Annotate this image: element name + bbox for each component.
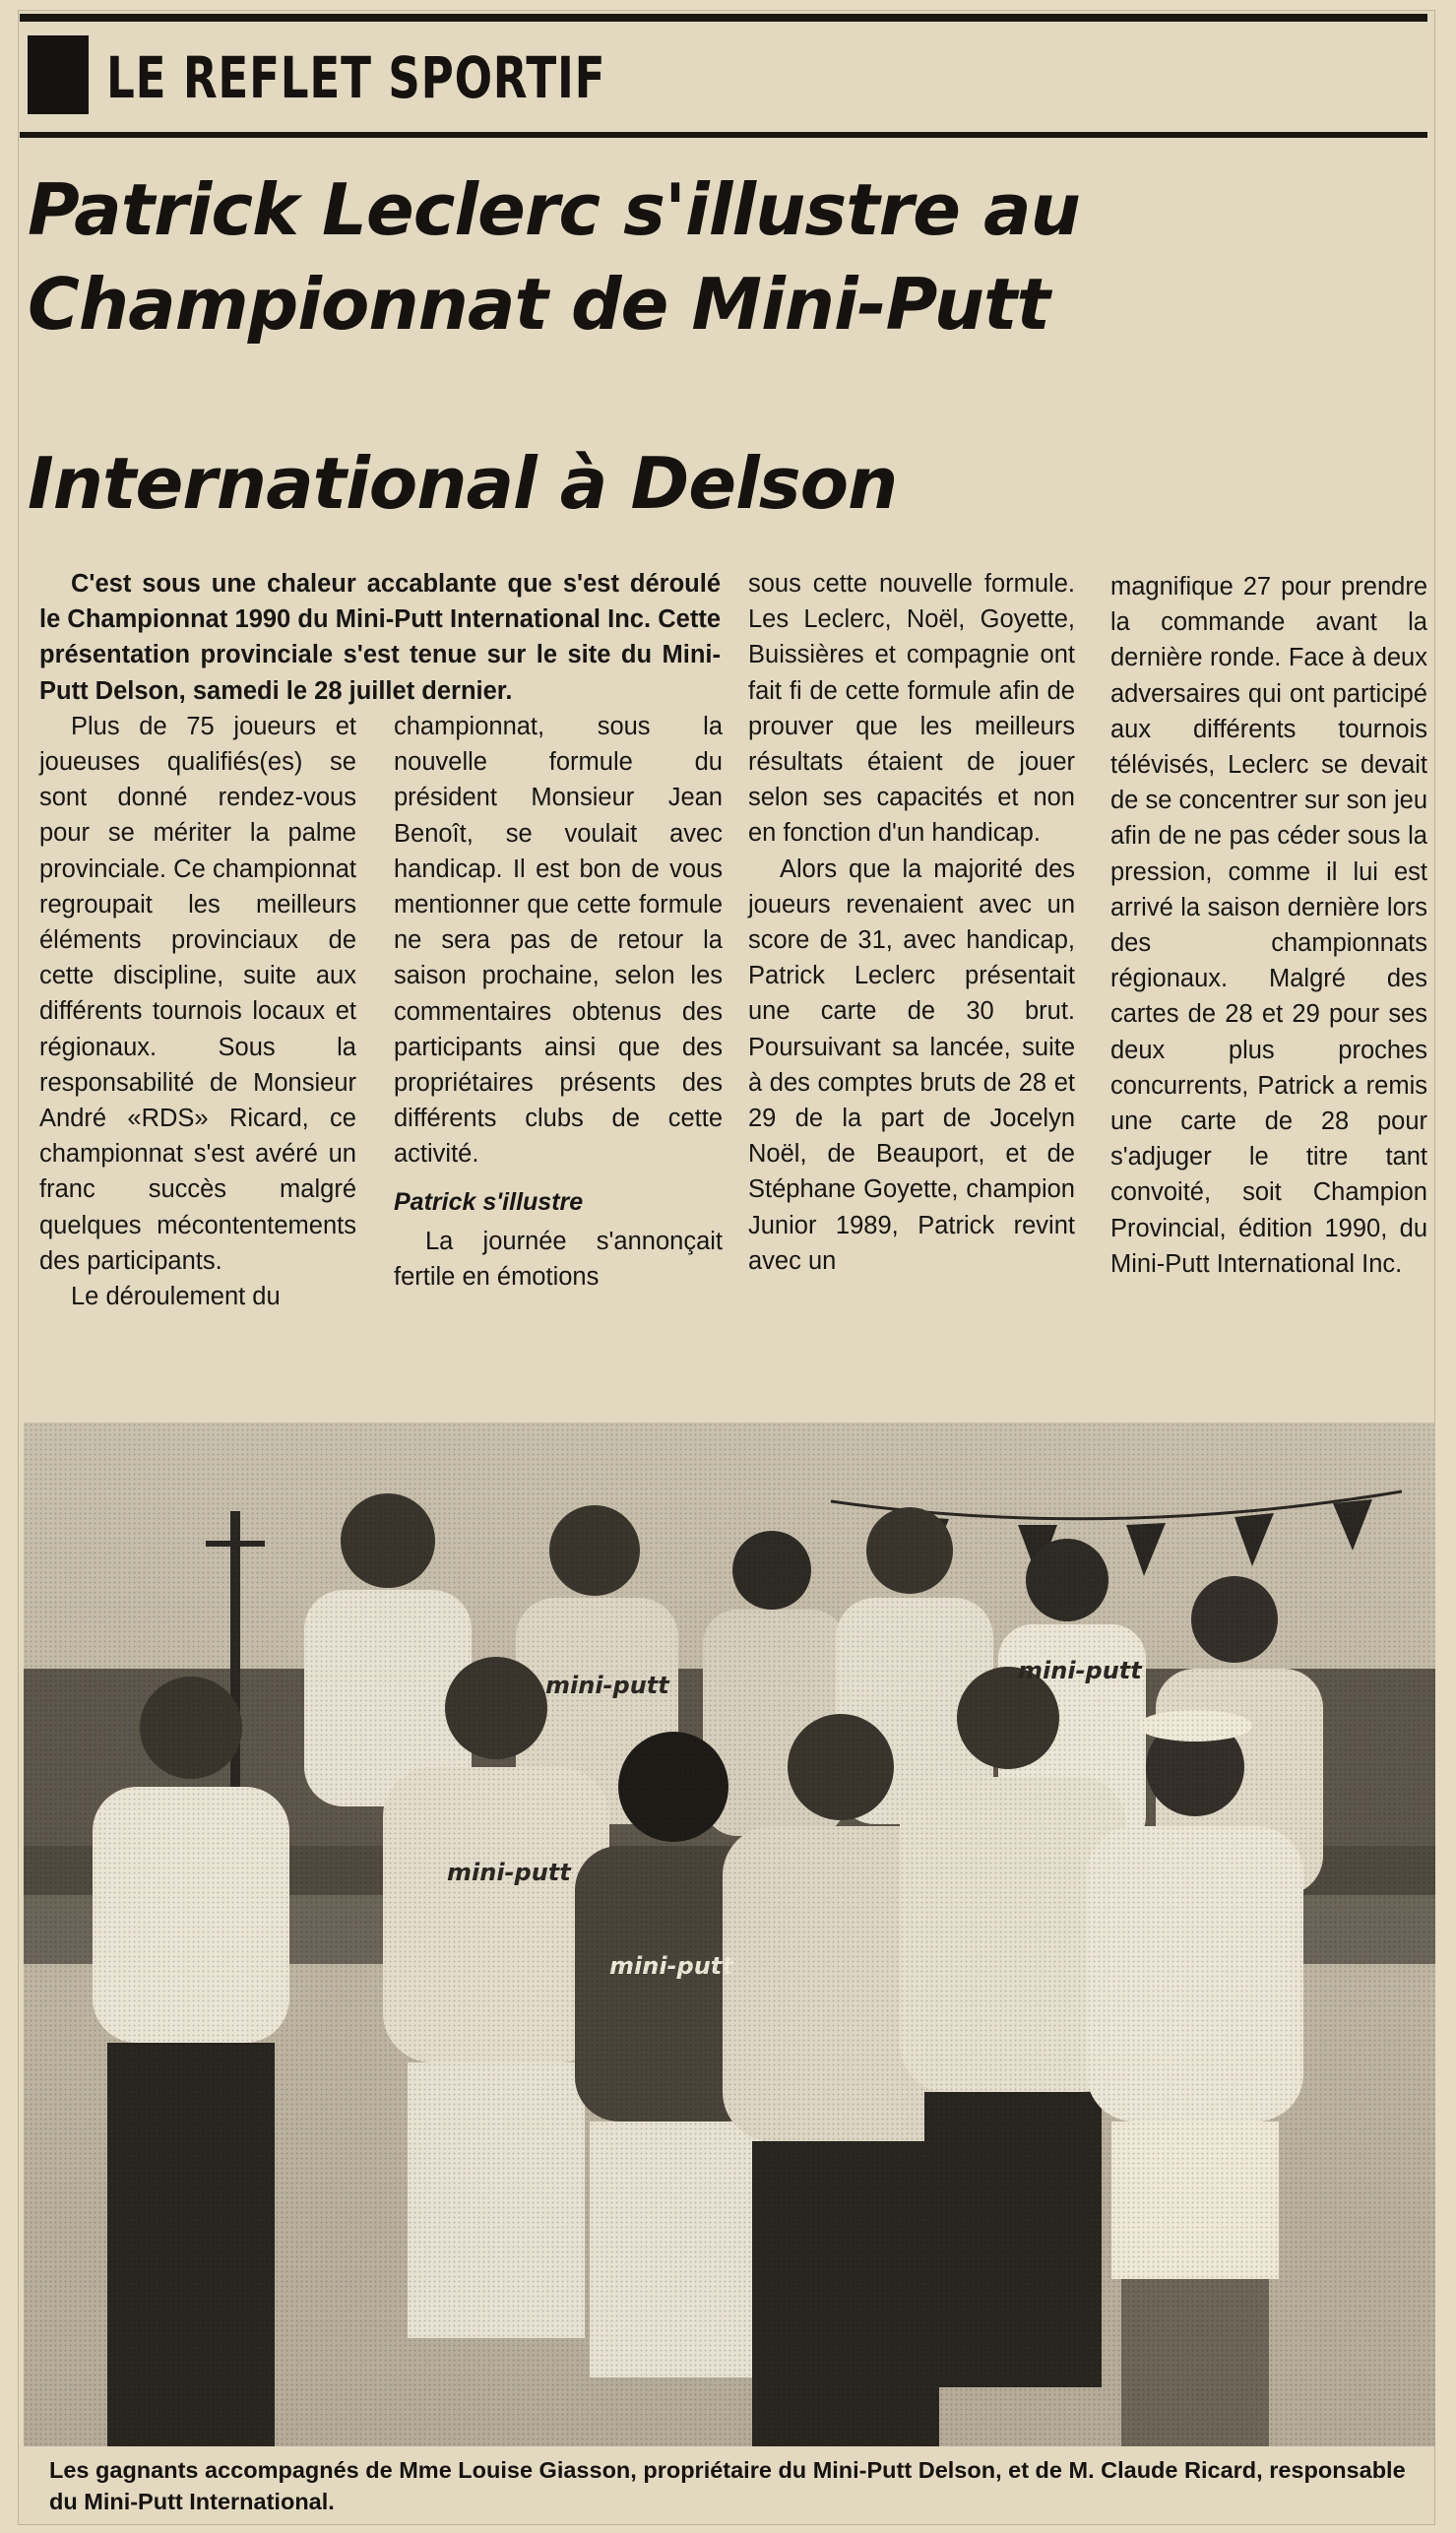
article-lead: C'est sous une chaleur accablante que s'est déroulé le Championnat 1990 du Mini-Putt International Inc. Cette présentation provinciale s'est tenue sur le site du Mini-Putt Delson, samedi le 28 juillet dernier. — [39, 570, 721, 705]
article-column-2 — [394, 709, 723, 1295]
article-paragraph: sous cette nouvelle formule. Les Leclerc, Noël, Goyette, Buissières et compagnie ont fait fi de cette formule afin de prouver que les meilleurs résultats étaient de jouer selon ses capacités et non en fonction d'un handicap. — [748, 570, 1075, 848]
top-rule — [20, 14, 1427, 22]
headline-line-3: International à Delson — [28, 442, 898, 525]
photo-halftone — [24, 1423, 1435, 2446]
group-photo-illustration — [24, 1423, 1435, 2446]
section-name: LE REFLET SPORTIF — [106, 44, 606, 111]
headline-line-1: Patrick Leclerc s'illustre au — [28, 168, 1080, 251]
photo-caption: Les gagnants accompagnés de Mme Louise Giasson, propriétaire du Mini-Putt Delson, et de M. Claude Ricard, responsable du Mini-Putt International. — [49, 2457, 1406, 2514]
section-marker-block — [28, 35, 89, 114]
article-paragraph: Plus de 75 joueurs et joueuses qualifiés(es) se sont donné rendez-vous pour se mériter la palme provinciale. Ce championnat regroupait les meilleurs éléments provinciaux de cette discipline, suite aux différents tournois locaux et régionaux. Sous la responsabilité de Monsieur André «RDS» Ricard, ce championnat s'est avéré un franc succès malgré quelques mécontentements des participants. — [39, 712, 356, 1275]
article-column-3 — [748, 566, 1075, 1279]
headline-line-2: Championnat de Mini-Putt — [28, 263, 1049, 346]
article-paragraph: magnifique 27 pour prendre la commande avant la dernière ronde. Face à deux adversaires qui ont participé aux différents tournois télévisés, Leclerc se devait de se concentrer sur son jeu afin de ne pas céder sous la pression, comme il lui est arrivé la saison dernière lors des championnats régionaux. Malgré des cartes de 28 et 29 pour ses deux plus proches concurrents, Patrick a remis une carte de 28 pour s'adjuger le titre tant convoité, soit Champion Provincial, édition 1990, du Mini-Putt International Inc. — [1110, 573, 1427, 1278]
article-column-4 — [1110, 569, 1427, 1282]
group-photo — [24, 1423, 1435, 2446]
article-paragraph: Alors que la majorité des joueurs revenaient avec un score de 31, avec handicap, Patrick Leclerc présentait une carte de 30 brut. Poursuivant sa lancée, suite à des comptes bruts de 28 et 29 de la part de Jocelyn Noël, de Beauport, et de Stéphane Goyette, champion Junior 1989, Patrick revint avec un — [748, 855, 1075, 1275]
article-paragraph: championnat, sous la nouvelle formule du président Monsieur Jean Benoît, se voulait avec handicap. Il est bon de vous mentionner que cette formule ne sera pas de retour la saison prochaine, selon les commentaires obtenus des participants ainsi que des propriétaires présents des différents clubs de cette activité. — [394, 713, 723, 1169]
article-subhead: Patrick s'illustre — [394, 1187, 584, 1216]
article-paragraph: Le déroulement du — [71, 1283, 281, 1311]
headline — [28, 162, 1130, 531]
article-paragraph: La journée s'annonçait fertile en émotions — [394, 1227, 723, 1292]
